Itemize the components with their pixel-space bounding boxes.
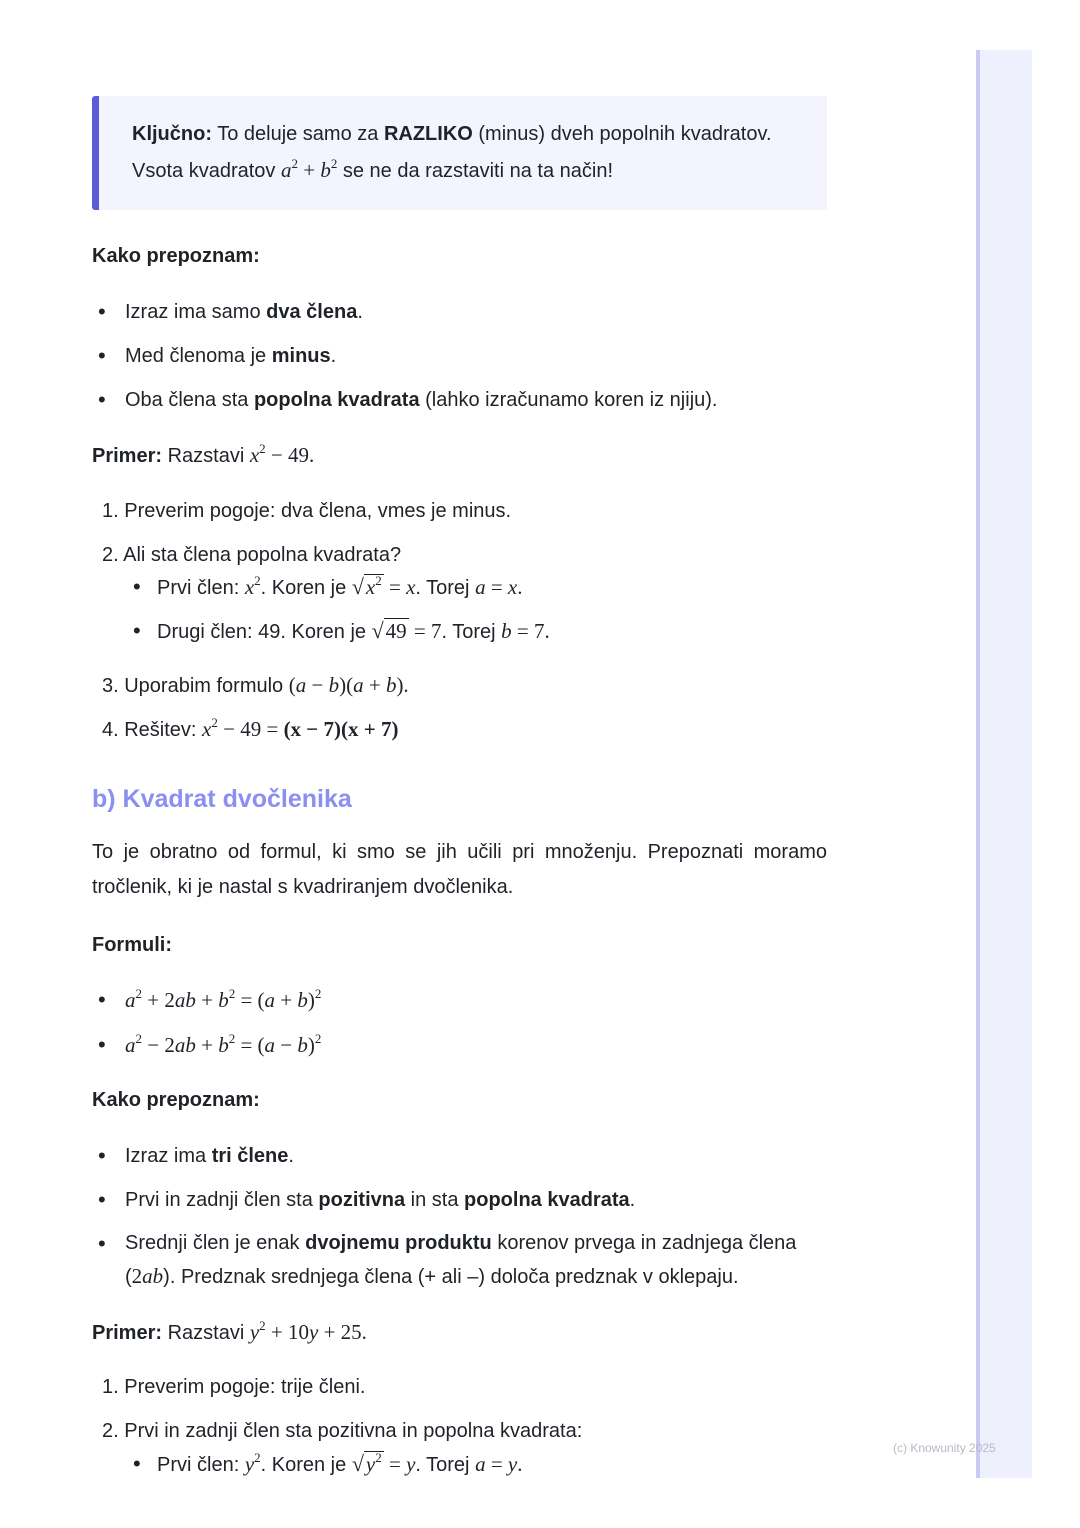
sum-of-squares-formula: $a^2 + b^2$ [280,156,338,182]
section-title: b) Kvadrat dvočlenika [92,785,352,813]
example-2-step-1: 1. Preverim pogoje: trije členi. [102,1376,366,1398]
example-1-step-2b: • Drugi člen: 49. Koren je √49 = 7. Torej b = 7. [135,614,550,649]
list-item: • Izraz ima samo dva člena. [92,295,827,329]
list-item: • Med členoma je minus. [92,339,827,373]
formula-plus: • $a^2 + 2ab + b^2 = (a + b)^2$ [92,983,827,1018]
callout-line-2: Vsota kvadratov $a^2 + b^2$ se ne da razstaviti na ta način! [132,156,614,182]
example-1-step-2: 2. Ali sta člena popolna kvadrata? [102,544,402,566]
callout-label: Ključno: [132,123,212,145]
formulas-list [92,983,827,1063]
example-2-statement: Primer: Razstavi $y^2 + 10y + 25$. [92,1318,367,1344]
section-intro: To je obratno od formul, ki smo se jih učili pri množenju. Prepoznati moramo tročlenik, ki je nastal s kvadriranjem dvočlenika. [92,841,827,898]
formula-minus: • $a^2 - 2ab + b^2 = (a - b)^2$ [92,1028,827,1063]
example-1-step-3: 3. Uporabim formulo (a − b)(a + b). [102,673,409,697]
recognize-heading-2: Kako prepoznam: [92,1089,260,1111]
example-2-step-2: 2. Prvi in zadnji člen sta pozitivna in popolna kvadrata: [102,1420,583,1442]
list-item: • Oba člena sta popolna kvadrata (lahko izračunamo koren iz njiju). [92,383,827,417]
list-item: • Izraz ima tri člene. [92,1139,827,1173]
callout-line-1: Ključno: To deluje samo za RAZLIKO (minus) dveh popolnih kvadratov. [132,123,772,145]
page-side-panel [976,50,1032,1478]
key-note-callout [92,96,827,210]
recognize-list-1 [92,295,827,417]
list-item: • Srednji člen je enak dvojnemu produktu korenov prvega in zadnjega člena (2ab). Predznak srednjega člena (+ ali –) določa predznak v oklepaju. [92,1227,827,1294]
example-1-step-4: 4. Rešitev: $x^2 - 49 = (x - 7)(x + 7)$ [102,715,399,741]
recognize-list-2 [92,1139,827,1294]
example-1-step-1: 1. Preverim pogoje: dva člena, vmes je minus. [102,500,512,522]
callout-strong: RAZLIKO [383,123,473,145]
example-2-step-2a: • Prvi člen: $y^2$. Koren je $√y^2 = y$. Torej a = y. [135,1447,522,1482]
list-item: • Prvi in zadnji člen sta pozitivna in sta popolna kvadrata. [92,1183,827,1217]
watermark: (c) Knowunity 2025 [893,1441,996,1455]
recognize-heading-1: Kako prepoznam: [92,245,260,267]
example-1-step-2a: • Prvi člen: $x^2$. Koren je $√x^2 = x$. Torej a = x. [135,570,522,605]
example-1-statement: Primer: Razstavi $x^2 - 49$. [92,441,315,467]
formulas-heading: Formuli: [92,934,172,956]
